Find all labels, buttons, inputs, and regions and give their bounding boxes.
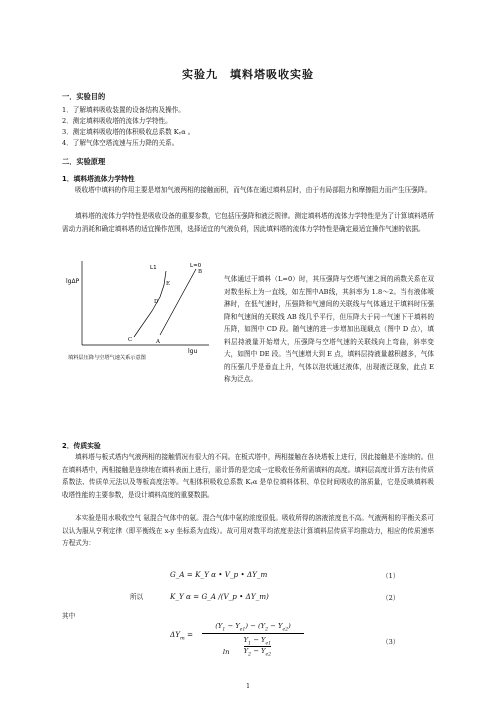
paragraph-text: 填料塔的流体力学特性是吸收设备的重要参数，它包括压强降和液泛规律。测定填料塔的流体力学特性是为了计算填料塔所需动力消耗和确定填料塔的适宜操作范围，选择适宜的气液负荷，因此填料塔的流体力学特性是确定最适宜操作气速的依据。 <box>62 212 434 233</box>
point-label-E: E <box>166 281 171 287</box>
list-item: 2．测定填料吸收塔的流体力学特性。 <box>62 117 172 125</box>
equation-1 <box>170 570 267 579</box>
equation-2 <box>170 592 269 601</box>
list-item: 4．了解气体空塔流速与压力降的关系。 <box>62 139 179 147</box>
curve-label-L1: L1 <box>150 265 157 271</box>
y-axis-label: lgΔP <box>66 278 80 285</box>
subsection-heading: 1．填料塔流体力学特性 <box>62 175 135 183</box>
equation-numerator: $(Y_1 - Y_{e1}) - (Y_2 - Y_{e2})$ <box>215 622 291 633</box>
equation-number: （3） <box>382 638 400 646</box>
where-label: 其中 <box>62 612 76 620</box>
point-label-B: B <box>198 269 203 275</box>
equation-number: （1） <box>382 572 400 580</box>
fraction-bar <box>202 633 304 634</box>
point-label-A: A <box>156 339 160 345</box>
paragraph-wrap <box>224 273 434 435</box>
list-item: 1．了解填料吸收装置的设备结构及操作。 <box>62 106 185 114</box>
paragraph: 吸收塔中填料的作用主要是增加气液两相的接触面积，而气体在通过填料层时，由于有局部阻力和摩擦阻力而产生压强降。 <box>75 186 432 194</box>
equation-text: G_A = K_Y α • V_p • ΔY_m <box>170 570 268 579</box>
list-item: 3．测定填料吸收塔的体积吸收总系数 Kᵧα 。 <box>62 128 195 136</box>
page-title: 实验九 填料塔吸收实验 <box>182 68 314 81</box>
paragraph: 填料塔与板式塔内气液两相的接触情况有很大的不同。在板式塔中，两相接触在各块塔板上进行，因此接触是不连续的。但在填料塔中，两相接触是连续地在填料表面上进行，需计算的是完成一定吸收任务所需填料的高度。填料层高度计算方法有传质系数法、传质单元法以及等板高度法等。气相体积吸收总系数 Kᵧα 是单位填料体积、单位时间吸收的溶质量，它是反映填料吸收塔性能的主要参数，是设计填料高度的重要数据。 <box>62 453 434 499</box>
wet-packing-line <box>134 271 166 337</box>
paragraph: 本实验是用水吸收空气 氨混合气体中的氨。混合气体中氨的浓度很低。吸收所得的溶液浓度也不高。气液两相的平衡关系可以认为服从亨利定律（即平衡线在 x-y 坐标系为直线）。故可用对数平均浓度差法计算填料层传质平均推动力，相应的传质速率方程式为： <box>62 514 434 547</box>
pressure-drop-diagram <box>64 255 214 363</box>
equation-lhs: $\Delta Y_m$ = <box>170 630 193 642</box>
paragraph <box>62 210 434 248</box>
section-heading-principle: 二．实验原理 <box>62 157 106 166</box>
paragraph-text: 气体通过干填料（L=0）时，其压强降与空塔气速之间的函数关系在双对数坐标上为一直线，如左图中AB线，其斜率为 1.8～2。当有液体喷淋时，在低气速时，压强降和气速间的关联线与气体通过干填料时压强降和气速间的关联线 AB 线几乎平行，但压降大于同一气速下干填料的压降，如图中 CD 段。随气速的进一步增加出现载点（图中 D 点），填料层持液量开始增大，压强降与空塔气速的关联线向上弯曲，斜率变大，如图中 DE 段。当气速增大到 E 点，填料层持液量越积越多，气体的压强几乎是垂直上升，气体以泡状通过液体，出现液泛现象，此点 E 称为泛点。 <box>224 275 434 383</box>
subsection-heading: 2．传质实验 <box>62 442 101 450</box>
point-label-C: C <box>128 337 133 343</box>
page-number: 1 <box>246 683 250 690</box>
point-label-D: D <box>154 299 159 305</box>
figure-caption: 填料层压降与空塔气速关系示意图 <box>68 355 146 361</box>
dry-packing-line <box>160 269 196 335</box>
x-axis-label: lgu <box>188 348 198 355</box>
pressure-drop-figure <box>64 255 214 363</box>
equation-denominator: ln $\frac{Y_1 - Y_{e1}}{Y_2 - Y_{e2}}$ <box>222 636 272 658</box>
equation-text: K_Y α = G_A /(V_p • ΔY_m) <box>170 592 269 601</box>
section-heading-objectives: 一．实验目的 <box>62 92 106 101</box>
equation-number: （2） <box>382 594 400 602</box>
curve-label-L0: L=0 <box>190 263 202 269</box>
equation-prefix: 所以 <box>130 593 144 601</box>
